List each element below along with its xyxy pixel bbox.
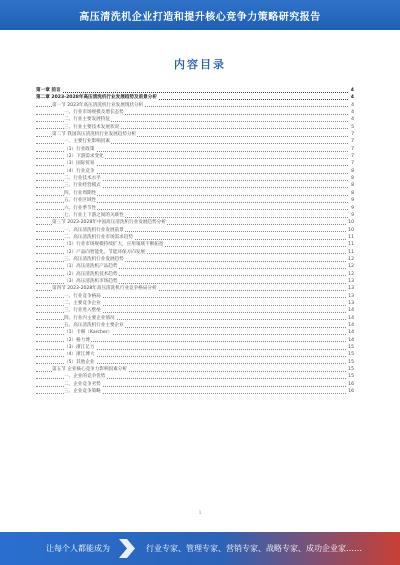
table-of-contents: [36, 87, 354, 395]
toc-entry[interactable]: [36, 388, 354, 395]
toc-entry[interactable]: [36, 307, 354, 314]
toc-entry-page: 8: [351, 190, 354, 196]
toc-entry-label: （3）国际贸易: [64, 161, 95, 167]
toc-entry[interactable]: [36, 322, 354, 329]
chevron-right-icon: [117, 537, 137, 560]
toc-entry-label: 第二章 2023-2028年高压清洗机行业发展趋势及前景分析: [36, 95, 157, 101]
toc-entry[interactable]: [36, 344, 354, 351]
toc-entry-label: 第二节 我国高压清洗机行业发展趋势分析: [52, 132, 137, 138]
toc-entry-label: 五、行业区域性: [64, 198, 97, 204]
toc-entry-page: 4: [350, 95, 354, 101]
toc-entry[interactable]: [36, 212, 354, 219]
toc-entry[interactable]: [36, 205, 354, 212]
toc-entry-page: 11: [348, 249, 354, 255]
toc-entry-label: 二、高压清洗机行业市场需求趋势: [64, 234, 133, 240]
toc-entry-label: （3）浙江亿力: [64, 345, 95, 351]
toc-entry[interactable]: [36, 146, 354, 153]
toc-entry[interactable]: [36, 182, 354, 189]
toc-entry-label: 一、主要行业影响因素: [64, 139, 110, 145]
toc-entry[interactable]: [36, 359, 354, 366]
toc-entry-page: 13: [348, 286, 354, 292]
toc-entry-label: 二、主要竞争企业: [64, 300, 101, 306]
footer-banner: [0, 532, 400, 565]
toc-entry-page: 11: [348, 242, 354, 248]
toc-entry[interactable]: [36, 131, 354, 138]
toc-entry[interactable]: [36, 293, 354, 300]
toc-entry-page: 13: [348, 278, 354, 284]
toc-entry-page: 12: [348, 256, 354, 262]
toc-entry[interactable]: [36, 249, 354, 256]
toc-entry-page: 8: [351, 176, 354, 182]
toc-entry-label: （4）浙江博大: [64, 352, 95, 358]
toc-entry-label: （5）其他企业: [64, 359, 95, 365]
toc-entry-page: 4: [351, 102, 354, 108]
toc-entry-page: 14: [348, 315, 354, 321]
toc-entry-label: 三、行业经营模式: [64, 183, 101, 189]
toc-entry[interactable]: [36, 263, 354, 270]
toc-entry-label: 一、高压清洗机行业发展前景: [64, 227, 124, 233]
toc-entry-page: 15: [348, 367, 354, 373]
toc-entry-label: 七、行业上下游之间的关联性: [64, 212, 124, 218]
toc-entry-page: 15: [348, 374, 354, 380]
toc-entry-page: 16: [348, 381, 354, 387]
toc-entry[interactable]: [36, 116, 354, 123]
toc-entry-page: 11: [348, 234, 354, 240]
toc-entry-label: （1）行业政策: [64, 146, 95, 152]
toc-entry-label: 一、行业市场规模及增长态势: [64, 110, 124, 116]
toc-entry-label: （1）高压清洗机产品趋势: [64, 264, 118, 270]
toc-entry[interactable]: [36, 300, 354, 307]
toc-entry-label: 三、行业主要技术发展状况: [64, 124, 120, 130]
toc-entry[interactable]: [36, 219, 354, 226]
toc-entry-page: 16: [348, 389, 354, 395]
toc-entry-page: 4: [351, 117, 354, 123]
footer-tags: 行业专家、管理专家、营销专家、战略专家、成功企业家……: [146, 544, 362, 553]
toc-entry-page: 12: [348, 271, 354, 277]
toc-entry-page: 15: [348, 352, 354, 358]
toc-entry[interactable]: [36, 381, 354, 388]
toc-entry-label: （2）格力博: [64, 337, 90, 343]
toc-entry-page: 5: [351, 124, 354, 130]
toc-entry[interactable]: [36, 153, 354, 160]
toc-entry-page: 8: [351, 168, 354, 174]
page-number: 1: [198, 510, 202, 515]
toc-entry-label: 二、行业主要发展特征: [64, 117, 110, 123]
toc-entry[interactable]: [36, 160, 354, 167]
toc-entry[interactable]: [36, 285, 354, 292]
toc-entry-label: 二、企业竞争劣势: [64, 381, 101, 387]
toc-entry-page: 7: [351, 146, 354, 152]
header-bar: [0, 0, 400, 30]
toc-entry[interactable]: [36, 175, 354, 182]
toc-entry[interactable]: [36, 366, 354, 373]
toc-entry-page: 9: [351, 205, 354, 211]
toc-entry[interactable]: [36, 278, 354, 285]
toc-entry-label: 第四节 2023-2028年高压清洗机行业竞争格局分析: [52, 286, 157, 292]
toc-entry-label: 三、高压清洗机行业发展趋势: [64, 256, 124, 262]
toc-entry-page: 7: [351, 161, 354, 167]
toc-entry-page: 12: [348, 264, 354, 270]
toc-entry[interactable]: [36, 329, 354, 336]
toc-entry-page: 13: [348, 293, 354, 299]
toc-entry-label: （1）行业市场规模持续扩大，应用领域不断拓宽: [64, 242, 164, 248]
toc-entry-page: 7: [351, 154, 354, 160]
toc-entry[interactable]: [36, 234, 354, 241]
toc-entry-label: 六、行业季节性: [64, 205, 97, 211]
toc-entry-label: 一、行业竞争格局: [64, 293, 101, 299]
toc-entry-page: 7: [351, 132, 354, 138]
toc-entry-page: 14: [348, 308, 354, 314]
toc-entry-label: 二、行业技术水平: [64, 176, 101, 182]
toc-entry-label: 第一章 前言: [36, 88, 61, 93]
toc-entry-label: 一、企业的竞争优势: [64, 374, 106, 380]
toc-heading: 内容目录: [174, 58, 226, 71]
toc-entry-page: 9: [351, 198, 354, 204]
toc-entry-page: 9: [351, 212, 354, 218]
toc-entry[interactable]: [36, 337, 354, 344]
footer-slogan: 让每个人都能成为: [46, 544, 110, 553]
toc-entry[interactable]: [36, 190, 354, 197]
toc-entry-label: 四、行业内主要企业情况: [64, 315, 115, 321]
toc-entry-label: 第五节 企业核心竞争力影响因素分析: [52, 367, 127, 373]
toc-chapter[interactable]: [36, 87, 354, 94]
toc-entry-page: 14: [348, 337, 354, 343]
toc-entry-page: 10: [348, 220, 354, 226]
report-title: 高压清洗机企业打造和提升核心竞争力策略研究报告: [79, 12, 321, 23]
toc-entry-page: 4: [350, 88, 354, 93]
toc-entry[interactable]: [36, 256, 354, 263]
toc-entry-label: 第一节 2023年高压清洗机行业发展现状分析: [52, 102, 144, 108]
toc-entry-label: 三、企业竞争策略: [64, 389, 101, 395]
toc-entry-label: 五、高压清洗机行业主要企业: [64, 323, 124, 328]
toc-entry-page: 15: [348, 345, 354, 351]
toc-entry[interactable]: [36, 168, 354, 175]
toc-entry[interactable]: [36, 197, 354, 204]
toc-chapter[interactable]: [36, 94, 354, 101]
toc-leader-dots: [36, 92, 348, 93]
toc-entry-label: 四、行业周期性: [64, 190, 97, 196]
toc-entry-page: 7: [351, 139, 354, 145]
toc-entry[interactable]: [36, 373, 354, 380]
toc-entry[interactable]: [36, 102, 354, 109]
toc-entry-label: （2）产品向智能化、节能环保方向发展: [64, 249, 146, 255]
toc-entry-page: 4: [351, 110, 354, 116]
toc-entry[interactable]: [36, 124, 354, 131]
toc-entry-page: 14: [348, 330, 354, 336]
toc-entry-label: 三、行业进入壁垒: [64, 308, 101, 314]
toc-entry-label: 第三节 2023-2028年中国高压清洗机行业发展趋势分析: [52, 220, 166, 226]
toc-entry-label: （4）行业竞争: [64, 168, 95, 174]
toc-entry[interactable]: [36, 227, 354, 234]
toc-entry-page: 13: [348, 300, 354, 306]
toc-entry-label: （1）卡赫（Karcher）: [64, 330, 113, 336]
toc-entry[interactable]: [36, 138, 354, 145]
toc-entry-page: 8: [351, 183, 354, 189]
toc-entry[interactable]: [36, 109, 354, 116]
toc-entry-page: 15: [348, 359, 354, 365]
toc-entry-label: （3）高压清洗机市场趋势: [64, 278, 118, 284]
toc-entry[interactable]: [36, 351, 354, 358]
toc-entry-page: 14: [348, 323, 354, 328]
toc-entry-label: （2）下游需求变化: [64, 154, 104, 160]
toc-entry[interactable]: [36, 241, 354, 248]
toc-entry[interactable]: [36, 315, 354, 322]
toc-entry-page: 10: [348, 227, 354, 233]
toc-entry-label: （2）高压清洗机技术趋势: [64, 271, 118, 277]
toc-entry[interactable]: [36, 271, 354, 278]
